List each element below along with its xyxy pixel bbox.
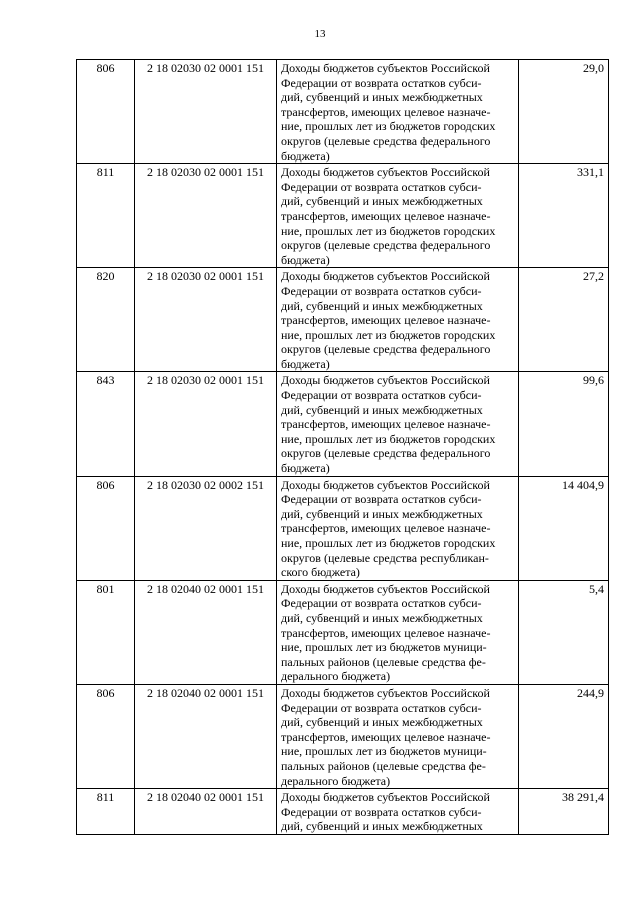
income-name-line: Федерации от возврата остатков субси- [281,492,482,507]
amount-cell: 5,4 [519,580,609,684]
admin-code-cell: 806 [77,476,135,580]
income-name-cell [277,164,519,268]
income-name-line: ние, прошлых лет из бюджетов городских [281,536,496,550]
income-name-line: Федерации от возврата остатков субси- [281,804,482,819]
admin-code-cell: 801 [77,580,135,684]
page-number: 13 [314,28,326,40]
income-name-line: Доходы бюджетов субъектов Российской [281,790,490,805]
income-name-line: Федерации от возврата остатков субси- [281,596,482,611]
income-name-line: бюджета) [281,461,330,476]
income-name-line: Федерации от возврата остатков субси- [281,388,482,403]
income-name-cell [277,268,519,372]
amount-cell: 99,6 [519,372,609,476]
budget-code-cell: 2 18 02040 02 0001 151 [135,789,277,835]
amount-cell: 38 291,4 [519,789,609,835]
income-name-line: ского бюджета) [281,565,360,580]
income-name-line: дий, субвенций и иных межбюджетных [281,298,483,313]
income-name-line: пальных районов (целевые средства фе- [281,758,486,773]
income-name-line: дий, субвенций и иных межбюджетных [281,610,483,625]
income-name-line: бюджета) [281,148,330,163]
income-name-line: дий, субвенций и иных межбюджетных [281,194,483,209]
income-name-line: округов (целевые средства федерального [281,238,491,253]
revenue-table [76,59,609,835]
admin-code-cell: 820 [77,268,135,372]
budget-code-cell: 2 18 02040 02 0001 151 [135,580,277,684]
income-name-line: Доходы бюджетов субъектов Российской [281,685,490,700]
income-name-line: трансфертов, имеющих целевое назначе- [281,729,491,744]
table-row [77,789,609,835]
income-name-line: трансфертов, имеющих целевое назначе- [281,625,491,640]
income-name-line: дий, субвенций и иных межбюджетных [281,819,483,834]
income-name-line: округов (целевые средства федерального [281,342,491,357]
income-name-line: бюджета) [281,252,330,267]
income-name-line: пальных районов (целевые средства фе- [281,654,486,669]
income-name-line: Федерации от возврата остатков субси- [281,283,482,298]
income-name-line: дий, субвенций и иных межбюджетных [281,506,483,521]
income-name-line: Доходы бюджетов субъектов Российской [281,269,490,284]
income-name-cell [277,476,519,580]
income-name-line: дерального бюджета) [281,669,391,684]
admin-code-cell: 811 [77,789,135,835]
table-row [77,476,609,580]
table-row [77,684,609,788]
income-name-line: дий, субвенций и иных межбюджетных [281,90,483,105]
income-name-line: Доходы бюджетов субъектов Российской [281,373,490,388]
income-name-line: ние, прошлых лет из бюджетов городских [281,119,496,134]
income-name-line: дий, субвенций и иных межбюджетных [281,715,483,730]
budget-code-cell: 2 18 02030 02 0001 151 [135,268,277,372]
income-name-cell [277,60,519,164]
income-name-line: Федерации от возврата остатков субси- [281,179,482,194]
table-row [77,268,609,372]
income-name-line: дерального бюджета) [281,773,391,788]
budget-code-cell: 2 18 02030 02 0002 151 [135,476,277,580]
amount-cell: 331,1 [519,164,609,268]
income-name-line: ние, прошлых лет из бюджетов городских [281,431,496,446]
income-name-line: ние, прошлых лет из бюджетов городских [281,223,496,238]
income-name-line: трансфертов, имеющих целевое назначе- [281,208,491,223]
income-name-cell [277,684,519,788]
income-name-line: трансфертов, имеющих целевое назначе- [281,417,491,432]
income-name-line: трансфертов, имеющих целевое назначе- [281,313,491,328]
income-name-line: трансфертов, имеющих целевое назначе- [281,521,491,536]
income-name-line: округов (целевые средства федерального [281,446,491,461]
income-name-line: бюджета) [281,356,330,371]
income-name-cell [277,789,519,835]
amount-cell: 14 404,9 [519,476,609,580]
income-name-line: Федерации от возврата остатков субси- [281,700,482,715]
amount-cell: 29,0 [519,60,609,164]
income-name-line: Доходы бюджетов субъектов Российской [281,165,490,180]
table-row [77,164,609,268]
income-name-line: трансфертов, имеющих целевое назначе- [281,104,491,119]
budget-code-cell: 2 18 02030 02 0001 151 [135,164,277,268]
admin-code-cell: 806 [77,684,135,788]
income-name-line: Доходы бюджетов субъектов Российской [281,61,490,75]
budget-code-cell: 2 18 02040 02 0001 151 [135,684,277,788]
income-name-line: Федерации от возврата остатков субси- [281,75,482,90]
admin-code-cell: 811 [77,164,135,268]
income-name-line: ние, прошлых лет из бюджетов муници- [281,640,487,655]
amount-cell: 27,2 [519,268,609,372]
table-row [77,580,609,684]
income-name-line: ние, прошлых лет из бюджетов муници- [281,744,487,759]
income-name-line: Доходы бюджетов субъектов Российской [281,477,490,492]
income-name-line: ние, прошлых лет из бюджетов городских [281,327,496,342]
income-name-line: Доходы бюджетов субъектов Российской [281,581,490,596]
budget-code-cell: 2 18 02030 02 0001 151 [135,60,277,164]
income-name-line: дий, субвенций и иных межбюджетных [281,402,483,417]
budget-code-cell: 2 18 02030 02 0001 151 [135,372,277,476]
table-row [77,60,609,164]
admin-code-cell: 806 [77,60,135,164]
income-name-cell [277,580,519,684]
income-name-cell [277,372,519,476]
admin-code-cell: 843 [77,372,135,476]
income-name-line: округов (целевые средства республикан- [281,550,489,565]
amount-cell: 244,9 [519,684,609,788]
income-name-line: округов (целевые средства федерального [281,133,491,148]
table-row [77,372,609,476]
